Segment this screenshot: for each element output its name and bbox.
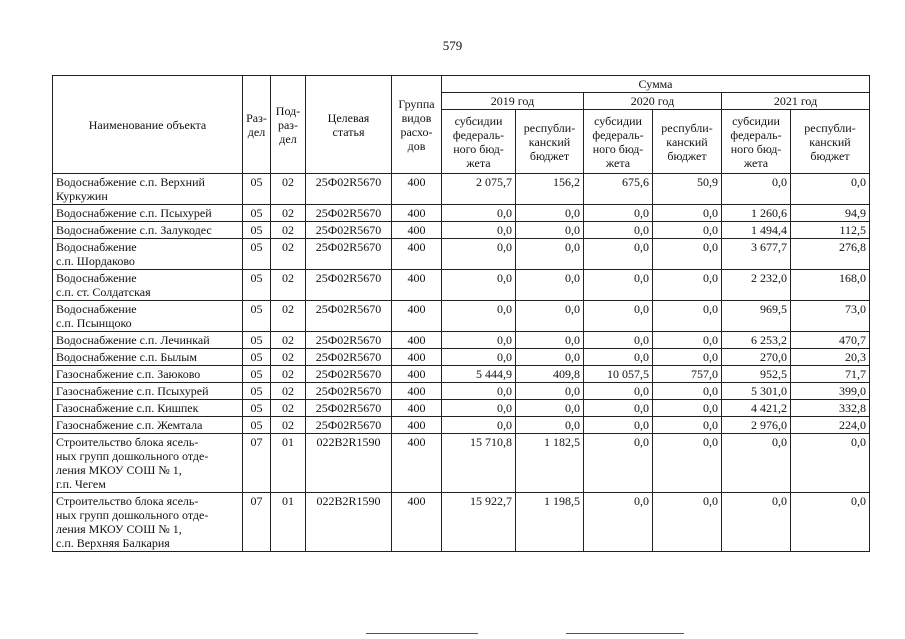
object-name-cell: Газоснабжение с.п. Заюково (53, 366, 243, 383)
razdel-cell: 05 (243, 366, 271, 383)
podrazdel-cell: 02 (271, 174, 306, 205)
republic-2020-cell: 0,0 (653, 349, 722, 366)
republic-2021-cell: 0,0 (791, 493, 870, 552)
republic-2020-cell: 0,0 (653, 270, 722, 301)
expense-group-cell: 400 (392, 301, 442, 332)
header-target: Целевая статья (306, 76, 392, 174)
expense-group-cell: 400 (392, 270, 442, 301)
federal-2021-cell: 0,0 (722, 174, 791, 205)
republic-2019-cell: 0,0 (516, 383, 584, 400)
object-name-cell: Водоснабжение с.п. Верхний Куркужин (53, 174, 243, 205)
target-article-cell: 25Ф02R5670 (306, 270, 392, 301)
expense-group-cell: 400 (392, 493, 442, 552)
razdel-cell: 05 (243, 270, 271, 301)
republic-2020-cell: 0,0 (653, 434, 722, 493)
federal-2020-cell: 0,0 (584, 301, 653, 332)
razdel-cell: 07 (243, 493, 271, 552)
table-row (53, 222, 870, 239)
expense-group-cell: 400 (392, 222, 442, 239)
razdel-cell: 07 (243, 434, 271, 493)
republic-2019-cell: 0,0 (516, 400, 584, 417)
republic-2020-cell: 0,0 (653, 400, 722, 417)
object-name-cell: Водоснабжение с.п. Былым (53, 349, 243, 366)
razdel-cell: 05 (243, 205, 271, 222)
header-sum: Сумма (442, 76, 870, 93)
podrazdel-cell: 02 (271, 366, 306, 383)
federal-2019-cell: 0,0 (442, 222, 516, 239)
republic-2019-cell: 0,0 (516, 222, 584, 239)
federal-2020-cell: 0,0 (584, 332, 653, 349)
republic-2020-cell: 0,0 (653, 222, 722, 239)
target-article-cell: 25Ф02R5670 (306, 383, 392, 400)
podrazdel-cell: 02 (271, 270, 306, 301)
federal-2019-cell: 0,0 (442, 239, 516, 270)
federal-2020-cell: 675,6 (584, 174, 653, 205)
header-group: Группа видов расхо- дов (392, 76, 442, 174)
expense-group-cell: 400 (392, 205, 442, 222)
expense-group-cell: 400 (392, 383, 442, 400)
federal-2020-cell: 0,0 (584, 205, 653, 222)
target-article-cell: 022B2R1590 (306, 434, 392, 493)
header-federal-2021: субсидии федераль- ного бюд- жета (722, 110, 791, 174)
header-podrazdel: Под- раз- дел (271, 76, 306, 174)
target-article-cell: 25Ф02R5670 (306, 205, 392, 222)
republic-2019-cell: 409,8 (516, 366, 584, 383)
republic-2020-cell: 0,0 (653, 417, 722, 434)
razdel-cell: 05 (243, 239, 271, 270)
republic-2019-cell: 1 198,5 (516, 493, 584, 552)
target-article-cell: 25Ф02R5670 (306, 332, 392, 349)
republic-2020-cell: 0,0 (653, 239, 722, 270)
object-name-cell: Водоснабжение с.п. Псынщоко (53, 301, 243, 332)
federal-2021-cell: 952,5 (722, 366, 791, 383)
header-year-2019: 2019 год (442, 93, 584, 110)
federal-2020-cell: 0,0 (584, 270, 653, 301)
razdel-cell: 05 (243, 222, 271, 239)
expense-group-cell: 400 (392, 417, 442, 434)
republic-2021-cell: 332,8 (791, 400, 870, 417)
target-article-cell: 25Ф02R5670 (306, 400, 392, 417)
header-republic-2021: республи- канский бюджет (791, 110, 870, 174)
federal-2020-cell: 10 057,5 (584, 366, 653, 383)
table-row (53, 366, 870, 383)
federal-2019-cell: 0,0 (442, 301, 516, 332)
federal-2021-cell: 2 232,0 (722, 270, 791, 301)
republic-2019-cell: 1 182,5 (516, 434, 584, 493)
expense-group-cell: 400 (392, 349, 442, 366)
target-article-cell: 25Ф02R5670 (306, 366, 392, 383)
budget-table (52, 75, 870, 552)
table-row (53, 383, 870, 400)
razdel-cell: 05 (243, 349, 271, 366)
object-name-cell: Водоснабжение с.п. Псыхурей (53, 205, 243, 222)
republic-2021-cell: 71,7 (791, 366, 870, 383)
federal-2021-cell: 0,0 (722, 434, 791, 493)
federal-2020-cell: 0,0 (584, 417, 653, 434)
federal-2019-cell: 0,0 (442, 270, 516, 301)
republic-2020-cell: 50,9 (653, 174, 722, 205)
federal-2021-cell: 1 494,4 (722, 222, 791, 239)
razdel-cell: 05 (243, 301, 271, 332)
republic-2019-cell: 0,0 (516, 205, 584, 222)
header-year-2021: 2021 год (722, 93, 870, 110)
object-name-cell: Газоснабжение с.п. Псыхурей (53, 383, 243, 400)
podrazdel-cell: 02 (271, 349, 306, 366)
republic-2020-cell: 0,0 (653, 383, 722, 400)
object-name-cell: Строительство блока ясель- ных групп дошкольного отде- ления МКОУ СОШ № 1, г.п. Чегем (53, 434, 243, 493)
target-article-cell: 25Ф02R5670 (306, 239, 392, 270)
federal-2019-cell: 15 710,8 (442, 434, 516, 493)
federal-2021-cell: 5 301,0 (722, 383, 791, 400)
republic-2021-cell: 94,9 (791, 205, 870, 222)
expense-group-cell: 400 (392, 400, 442, 417)
expense-group-cell: 400 (392, 434, 442, 493)
target-article-cell: 25Ф02R5670 (306, 301, 392, 332)
republic-2019-cell: 0,0 (516, 417, 584, 434)
table-row (53, 349, 870, 366)
header-republic-2020: республи- канский бюджет (653, 110, 722, 174)
republic-2020-cell: 0,0 (653, 332, 722, 349)
republic-2021-cell: 0,0 (791, 434, 870, 493)
page-number: 579 (442, 38, 463, 53)
footer-line-right (566, 633, 684, 634)
target-article-cell: 25Ф02R5670 (306, 349, 392, 366)
republic-2019-cell: 0,0 (516, 239, 584, 270)
target-article-cell: 25Ф02R5670 (306, 222, 392, 239)
object-name-cell: Строительство блока ясель- ных групп дошкольного отде- ления МКОУ СОШ № 1, с.п. Верхняя Балкария (53, 493, 243, 552)
federal-2019-cell: 0,0 (442, 400, 516, 417)
header-republic-2019: республи- канский бюджет (516, 110, 584, 174)
table-row (53, 174, 870, 205)
table-row (53, 434, 870, 493)
federal-2020-cell: 0,0 (584, 434, 653, 493)
table-body (53, 174, 870, 552)
podrazdel-cell: 01 (271, 493, 306, 552)
podrazdel-cell: 02 (271, 205, 306, 222)
table-row (53, 400, 870, 417)
table-row (53, 270, 870, 301)
republic-2021-cell: 224,0 (791, 417, 870, 434)
object-name-cell: Газоснабжение с.п. Жемтала (53, 417, 243, 434)
razdel-cell: 05 (243, 383, 271, 400)
header-razdel: Раз- дел (243, 76, 271, 174)
expense-group-cell: 400 (392, 174, 442, 205)
header-federal-2020: субсидии федераль- ного бюд- жета (584, 110, 653, 174)
podrazdel-cell: 02 (271, 222, 306, 239)
republic-2021-cell: 20,3 (791, 349, 870, 366)
republic-2020-cell: 0,0 (653, 493, 722, 552)
table-row (53, 417, 870, 434)
republic-2021-cell: 168,0 (791, 270, 870, 301)
table-row (53, 332, 870, 349)
footer-line-left (366, 633, 478, 634)
republic-2021-cell: 399,0 (791, 383, 870, 400)
expense-group-cell: 400 (392, 366, 442, 383)
header-year-2020: 2020 год (584, 93, 722, 110)
federal-2021-cell: 4 421,2 (722, 400, 791, 417)
federal-2021-cell: 2 976,0 (722, 417, 791, 434)
podrazdel-cell: 02 (271, 383, 306, 400)
expense-group-cell: 400 (392, 332, 442, 349)
federal-2020-cell: 0,0 (584, 383, 653, 400)
republic-2021-cell: 0,0 (791, 174, 870, 205)
federal-2019-cell: 5 444,9 (442, 366, 516, 383)
target-article-cell: 25Ф02R5670 (306, 417, 392, 434)
podrazdel-cell: 02 (271, 417, 306, 434)
republic-2020-cell: 757,0 (653, 366, 722, 383)
federal-2021-cell: 969,5 (722, 301, 791, 332)
podrazdel-cell: 02 (271, 400, 306, 417)
republic-2019-cell: 0,0 (516, 349, 584, 366)
federal-2019-cell: 0,0 (442, 332, 516, 349)
razdel-cell: 05 (243, 174, 271, 205)
object-name-cell: Водоснабжение с.п. Шордаково (53, 239, 243, 270)
federal-2019-cell: 0,0 (442, 417, 516, 434)
expense-group-cell: 400 (392, 239, 442, 270)
target-article-cell: 022B2R1590 (306, 493, 392, 552)
federal-2021-cell: 1 260,6 (722, 205, 791, 222)
object-name-cell: Водоснабжение с.п. ст. Солдатская (53, 270, 243, 301)
table-row (53, 301, 870, 332)
federal-2021-cell: 6 253,2 (722, 332, 791, 349)
header-name: Наименование объекта (53, 76, 243, 174)
republic-2019-cell: 0,0 (516, 332, 584, 349)
target-article-cell: 25Ф02R5670 (306, 174, 392, 205)
razdel-cell: 05 (243, 332, 271, 349)
republic-2019-cell: 0,0 (516, 270, 584, 301)
republic-2021-cell: 470,7 (791, 332, 870, 349)
republic-2019-cell: 156,2 (516, 174, 584, 205)
object-name-cell: Газоснабжение с.п. Кишпек (53, 400, 243, 417)
federal-2020-cell: 0,0 (584, 400, 653, 417)
object-name-cell: Водоснабжение с.п. Залукодес (53, 222, 243, 239)
republic-2021-cell: 112,5 (791, 222, 870, 239)
federal-2020-cell: 0,0 (584, 493, 653, 552)
header-federal-2019: субсидии федераль- ного бюд- жета (442, 110, 516, 174)
podrazdel-cell: 02 (271, 301, 306, 332)
federal-2019-cell: 0,0 (442, 205, 516, 222)
republic-2021-cell: 73,0 (791, 301, 870, 332)
federal-2019-cell: 0,0 (442, 349, 516, 366)
federal-2021-cell: 270,0 (722, 349, 791, 366)
republic-2020-cell: 0,0 (653, 205, 722, 222)
republic-2020-cell: 0,0 (653, 301, 722, 332)
table-row (53, 239, 870, 270)
republic-2021-cell: 276,8 (791, 239, 870, 270)
federal-2020-cell: 0,0 (584, 239, 653, 270)
razdel-cell: 05 (243, 417, 271, 434)
federal-2020-cell: 0,0 (584, 222, 653, 239)
podrazdel-cell: 01 (271, 434, 306, 493)
table-row (53, 205, 870, 222)
federal-2021-cell: 0,0 (722, 493, 791, 552)
republic-2019-cell: 0,0 (516, 301, 584, 332)
federal-2021-cell: 3 677,7 (722, 239, 791, 270)
federal-2019-cell: 0,0 (442, 383, 516, 400)
federal-2020-cell: 0,0 (584, 349, 653, 366)
federal-2019-cell: 2 075,7 (442, 174, 516, 205)
table-row (53, 493, 870, 552)
federal-2019-cell: 15 922,7 (442, 493, 516, 552)
podrazdel-cell: 02 (271, 239, 306, 270)
object-name-cell: Водоснабжение с.п. Лечинкай (53, 332, 243, 349)
razdel-cell: 05 (243, 400, 271, 417)
podrazdel-cell: 02 (271, 332, 306, 349)
